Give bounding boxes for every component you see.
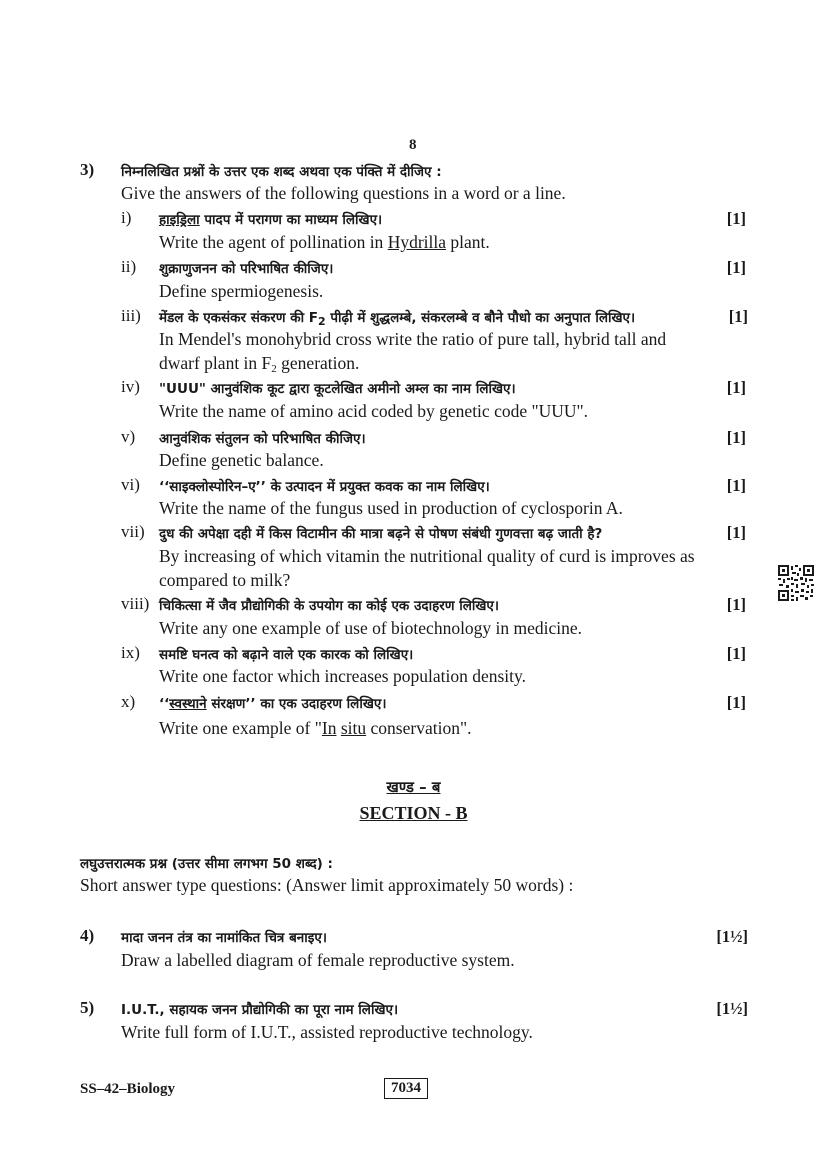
english-text: generation. bbox=[276, 353, 360, 373]
english-text: Write the agent of pollination in bbox=[159, 232, 388, 252]
item-hindi: चिकित्सा में जैव प्रौद्योगिकी के उपयोग का कोई एक उदाहरण लिखिए। bbox=[159, 598, 499, 614]
subscript: 2 bbox=[318, 315, 326, 328]
item-number: ix) bbox=[121, 643, 140, 662]
item-hindi: दुध की अपेक्षा दही में किस विटामीन की मात्रा बढ़ने से पोषण संबंधी गुणवत्ता बढ़ जाती है? bbox=[159, 526, 603, 542]
marks: [1] bbox=[726, 258, 746, 277]
question-number: 5) bbox=[80, 998, 95, 1017]
marks: [1] bbox=[726, 209, 746, 228]
marks: [1] bbox=[726, 693, 746, 712]
footer-subject: SS–42–Biology bbox=[80, 1081, 176, 1097]
instructions-hindi: लघुउत्तरात्मक प्रश्न (उत्तर सीमा लगभग 50 शब्द) : bbox=[80, 856, 333, 872]
item-english bbox=[159, 353, 359, 375]
marks: [1] bbox=[728, 307, 748, 326]
item-english: Write one factor which increases population density. bbox=[159, 666, 526, 686]
item-english bbox=[159, 232, 490, 253]
item-english: In Mendel's monohybrid cross write the ratio of pure tall, hybrid tall and bbox=[159, 329, 667, 349]
marks: [1] bbox=[726, 378, 746, 397]
question-number: 3) bbox=[80, 160, 95, 179]
hindi-text: मेंडल के एकसंकर संकरण की F bbox=[159, 310, 319, 326]
item-hindi: आनुवंशिक संतुलन को परिभाषित कीजिए। bbox=[159, 431, 366, 447]
hindi-underline: हाइड्रिला bbox=[159, 212, 200, 228]
footer-paper-code: 7034 bbox=[384, 1078, 428, 1099]
item-number: x) bbox=[121, 692, 136, 711]
item-english bbox=[159, 718, 471, 739]
section-heading: SECTION - B bbox=[359, 803, 468, 823]
marks: [1] bbox=[726, 428, 746, 447]
marks: [1½] bbox=[716, 927, 748, 946]
item-english: Write the name of amino acid coded by genetic code "UUU". bbox=[159, 401, 589, 421]
question-hindi: निम्नलिखित प्रश्नों के उत्तर एक शब्द अथवा एक पंक्ति में दीजिए : bbox=[121, 164, 442, 180]
item-number: v) bbox=[121, 427, 136, 446]
item-number: vi) bbox=[121, 475, 140, 494]
item-hindi: शुक्राणुजनन को परिभाषित कीजिए। bbox=[159, 261, 334, 277]
english-text: plant. bbox=[446, 232, 490, 252]
item-hindi bbox=[159, 210, 382, 228]
english-text: conservation". bbox=[366, 718, 472, 738]
item-number: viii) bbox=[121, 594, 150, 613]
marks: [1] bbox=[726, 523, 746, 542]
item-hindi: "UUU" आनुवंशिक कूट द्वारा कूटलेखित अमीनो अम्ल का नाम लिखिए। bbox=[159, 381, 516, 397]
english-underline: In bbox=[321, 718, 337, 738]
marks: [1] bbox=[726, 644, 746, 663]
hindi-text: ‘‘ bbox=[159, 696, 170, 712]
hindi-text: संरक्षण’’ का एक उदाहरण लिखिए। bbox=[206, 696, 387, 712]
hindi-text: पादप में परागण का माध्यम लिखिए। bbox=[199, 212, 383, 228]
item-number: iii) bbox=[121, 306, 141, 325]
marks: [1½] bbox=[716, 999, 748, 1018]
hindi-underline: स्वस्थाने bbox=[169, 696, 207, 712]
item-english: Define genetic balance. bbox=[159, 450, 324, 470]
hindi-text: पीढ़ी में शुद्धलम्बे, संकरलम्बे व बौने पौधो का अनुपात लिखिए। bbox=[325, 310, 636, 326]
marks: [1] bbox=[726, 476, 746, 495]
question-english: Give the answers of the following questions in a word or a line. bbox=[121, 183, 566, 203]
item-english: compared to milk? bbox=[159, 570, 291, 590]
question-hindi: मादा जनन तंत्र का नामांकित चित्र बनाइए। bbox=[121, 930, 327, 946]
section-heading-hindi-text: खण्ड – ब bbox=[386, 778, 441, 796]
english-text: Write one example of " bbox=[159, 718, 322, 738]
marks: [1] bbox=[726, 595, 746, 614]
item-hindi: समष्टि घनत्व को बढ़ाने वाले एक कारक को लिखिए। bbox=[159, 647, 414, 663]
item-number: ii) bbox=[121, 257, 137, 276]
item-english: Define spermiogenesis. bbox=[159, 281, 324, 301]
item-hindi: ‘‘साइक्लोस्पोरिन–ए’’ के उत्पादन में प्रयुक्त कवक का नाम लिखिए। bbox=[159, 479, 490, 495]
question-hindi: I.U.T., सहायक जनन प्रौद्योगिकी का पूरा नाम लिखिए। bbox=[121, 1002, 399, 1018]
english-text: dwarf plant in F bbox=[159, 353, 272, 373]
question-english: Draw a labelled diagram of female reproductive system. bbox=[121, 950, 515, 970]
item-hindi bbox=[159, 308, 635, 328]
qr-code-icon bbox=[777, 564, 815, 602]
item-english: Write the name of the fungus used in production of cyclosporin A. bbox=[159, 498, 623, 518]
item-hindi bbox=[159, 694, 386, 712]
section-heading-hindi bbox=[0, 777, 827, 797]
question-english: Write full form of I.U.T., assisted reproductive technology. bbox=[121, 1022, 533, 1042]
page-number: 8 bbox=[409, 137, 417, 153]
item-english: Write any one example of use of biotechnology in medicine. bbox=[159, 618, 583, 638]
item-number: i) bbox=[121, 208, 132, 227]
question-number: 4) bbox=[80, 926, 95, 945]
item-number: vii) bbox=[121, 522, 145, 541]
item-number: iv) bbox=[121, 377, 140, 396]
instructions-english: Short answer type questions: (Answer limit approximately 50 words) : bbox=[80, 875, 574, 895]
english-underline: Hydrilla bbox=[387, 232, 447, 252]
english-underline: situ bbox=[340, 718, 367, 738]
item-english: By increasing of which vitamin the nutritional quality of curd is improves as bbox=[159, 546, 695, 566]
subscript: 2 bbox=[271, 363, 277, 375]
